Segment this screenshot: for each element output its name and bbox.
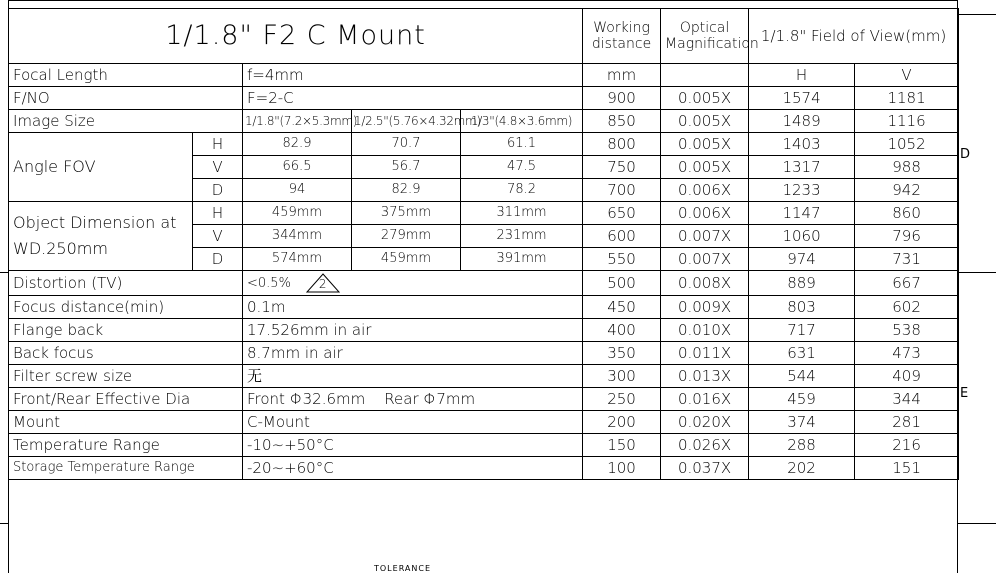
fov-v-cell: 667 <box>855 271 959 296</box>
fov-h-cell: 1147 <box>749 202 855 225</box>
fov-v-cell: 473 <box>855 342 959 365</box>
wd-cell: 750 <box>583 156 661 179</box>
angle-cell: 82.9 <box>243 133 352 156</box>
angle-cell: 70.7 <box>352 133 461 156</box>
object-dim-cell: 459mm <box>243 202 352 225</box>
mag-cell: 0.007X <box>661 248 749 271</box>
wd-cell: 600 <box>583 225 661 248</box>
spec-row-mount <box>9 411 959 434</box>
focus-distance-value: 0.1m <box>243 296 583 319</box>
image-size-3: 1/3"(4.8×3.6mm) <box>461 110 583 133</box>
back-focus-label: Back focus <box>9 342 243 365</box>
spec-row-temperature <box>9 434 959 457</box>
fov-h-cell: 631 <box>749 342 855 365</box>
mag-cell: 0.011X <box>661 342 749 365</box>
mag-cell: 0.020X <box>661 411 749 434</box>
revision-note-number: 2 <box>318 276 327 291</box>
mag-cell: 0.005X <box>661 87 749 110</box>
angle-cell: 47.5 <box>461 156 583 179</box>
optical-magnification-header: Optical Magnification <box>661 9 749 64</box>
mag-cell: 0.010X <box>661 319 749 342</box>
object-dim-cell: 375mm <box>352 202 461 225</box>
fov-v-cell: 860 <box>855 202 959 225</box>
axis-label-d: D <box>193 179 243 202</box>
field-of-view-header: 1/1.8" Field of View(mm) <box>749 9 959 64</box>
axis-label-v: V <box>193 156 243 179</box>
fov-v-cell: 602 <box>855 296 959 319</box>
lens-spec-table <box>8 8 959 480</box>
fov-v-cell: 344 <box>855 388 959 411</box>
fov-v-cell: 409 <box>855 365 959 388</box>
spec-row-focal-length <box>9 64 959 87</box>
fov-h-cell: 717 <box>749 319 855 342</box>
spec-row-effective-dia <box>9 388 959 411</box>
fov-h-cell: 1233 <box>749 179 855 202</box>
wd-cell: 300 <box>583 365 661 388</box>
object-dim-cell: 279mm <box>352 225 461 248</box>
spec-row-angle-h <box>9 133 959 156</box>
axis-label-d: D <box>193 248 243 271</box>
flange-back-value: 17.526mm in air <box>243 319 583 342</box>
effective-dia-value: Front Φ32.6mm Rear Φ7mm <box>243 388 583 411</box>
image-size-label: Image Size <box>9 110 243 133</box>
wd-cell: 700 <box>583 179 661 202</box>
fov-h-cell: 1317 <box>749 156 855 179</box>
fov-v-header: V <box>855 64 959 87</box>
fov-h-cell: 374 <box>749 411 855 434</box>
fov-h-cell: 288 <box>749 434 855 457</box>
focus-distance-label: Focus distance(min) <box>9 296 243 319</box>
mag-cell: 0.005X <box>661 156 749 179</box>
wd-cell: 400 <box>583 319 661 342</box>
fov-v-cell: 1181 <box>855 87 959 110</box>
fov-v-cell: 151 <box>855 457 959 480</box>
mag-cell: 0.009X <box>661 296 749 319</box>
distortion-label: Distortion (TV) <box>9 271 243 296</box>
focal-length-value: f=4mm <box>243 64 583 87</box>
f-no-value: F=2-C <box>243 87 583 110</box>
wd-cell: 350 <box>583 342 661 365</box>
object-dim-cell: 391mm <box>461 248 583 271</box>
mag-cell: 0.005X <box>661 133 749 156</box>
wd-cell: 150 <box>583 434 661 457</box>
zone-tick-right-0 <box>958 14 996 15</box>
distortion-value-cell <box>243 271 583 296</box>
temperature-value: -10~+50°C <box>243 434 583 457</box>
image-size-1: 1/1.8"(7.2×5.3mm) <box>243 110 352 133</box>
zone-tick-right-2 <box>958 523 996 524</box>
fov-v-cell: 216 <box>855 434 959 457</box>
fov-h-cell: 974 <box>749 248 855 271</box>
storage-temperature-value: -20~+60°C <box>243 457 583 480</box>
zone-label-e: E <box>960 386 969 401</box>
tolerance-label: TOLERANCE <box>374 564 432 573</box>
angle-cell: 94 <box>243 179 352 202</box>
distortion-value: <0.5% <box>247 276 291 291</box>
spec-row-distortion <box>9 271 959 296</box>
spec-row-storage-temperature <box>9 457 959 480</box>
wd-cell: 900 <box>583 87 661 110</box>
mag-cell: 0.007X <box>661 225 749 248</box>
wd-cell: 800 <box>583 133 661 156</box>
fov-h-cell: 202 <box>749 457 855 480</box>
effective-dia-label: Front/Rear Effective Dia <box>9 388 243 411</box>
f-no-label: F/NO <box>9 87 243 110</box>
spec-row-f-no <box>9 87 959 110</box>
working-distance-header: Working distance <box>583 9 661 64</box>
wd-cell: 850 <box>583 110 661 133</box>
angle-cell: 82.9 <box>352 179 461 202</box>
wd-cell: 100 <box>583 457 661 480</box>
back-focus-value: 8.7mm in air <box>243 342 583 365</box>
zone-tick-left-2 <box>0 523 8 524</box>
frame-top-line <box>8 0 958 1</box>
fov-h-cell: 1403 <box>749 133 855 156</box>
axis-label-h: H <box>193 133 243 156</box>
wd-cell: 550 <box>583 248 661 271</box>
object-dim-cell: 344mm <box>243 225 352 248</box>
spec-row-flange-back <box>9 319 959 342</box>
wd-unit: mm <box>583 64 661 87</box>
mag-cell: 0.016X <box>661 388 749 411</box>
temperature-label: Temperature Range <box>9 434 243 457</box>
lens-title: 1/1.8" F2 C Mount <box>9 9 583 64</box>
angle-fov-label: Angle FOV <box>9 133 193 202</box>
fov-h-header: H <box>749 64 855 87</box>
fov-h-cell: 889 <box>749 271 855 296</box>
mag-cell: 0.006X <box>661 179 749 202</box>
zone-tick-left-1 <box>0 272 8 273</box>
fov-v-cell: 1116 <box>855 110 959 133</box>
title-block-edge <box>8 564 958 573</box>
fov-v-cell: 538 <box>855 319 959 342</box>
spec-row-image-size <box>9 110 959 133</box>
fov-v-cell: 942 <box>855 179 959 202</box>
filter-screw-value: 无 <box>243 365 583 388</box>
fov-h-cell: 1060 <box>749 225 855 248</box>
header-row <box>9 9 959 64</box>
fov-v-cell: 988 <box>855 156 959 179</box>
mag-cell: 0.005X <box>661 110 749 133</box>
mag-cell: 0.013X <box>661 365 749 388</box>
spec-row-focus-distance <box>9 296 959 319</box>
fov-v-cell: 281 <box>855 411 959 434</box>
fov-v-cell: 796 <box>855 225 959 248</box>
angle-cell: 61.1 <box>461 133 583 156</box>
mag-unit-blank <box>661 64 749 87</box>
spec-row-object-h <box>9 202 959 225</box>
wd-cell: 200 <box>583 411 661 434</box>
fov-h-cell: 1489 <box>749 110 855 133</box>
zone-tick-right-1 <box>958 272 996 273</box>
fov-v-cell: 1052 <box>855 133 959 156</box>
fov-h-cell: 544 <box>749 365 855 388</box>
zone-label-d: D <box>960 147 971 162</box>
angle-cell: 66.5 <box>243 156 352 179</box>
mount-value: C-Mount <box>243 411 583 434</box>
revision-triangle-icon <box>306 273 340 293</box>
spec-row-back-focus <box>9 342 959 365</box>
fov-v-cell: 731 <box>855 248 959 271</box>
spec-row-filter-screw <box>9 365 959 388</box>
mag-cell: 0.006X <box>661 202 749 225</box>
focal-length-label: Focal Length <box>9 64 243 87</box>
wd-cell: 250 <box>583 388 661 411</box>
object-dim-cell: 231mm <box>461 225 583 248</box>
storage-temperature-label: Storage Temperature Range <box>9 457 243 480</box>
object-dim-cell: 311mm <box>461 202 583 225</box>
mag-cell: 0.026X <box>661 434 749 457</box>
object-dim-cell: 574mm <box>243 248 352 271</box>
fov-h-cell: 1574 <box>749 87 855 110</box>
axis-label-v: V <box>193 225 243 248</box>
angle-cell: 56.7 <box>352 156 461 179</box>
axis-label-h: H <box>193 202 243 225</box>
object-dim-cell: 459mm <box>352 248 461 271</box>
wd-cell: 500 <box>583 271 661 296</box>
mag-cell: 0.037X <box>661 457 749 480</box>
image-size-2: 1/2.5"(5.76×4.32mm) <box>352 110 461 133</box>
fov-h-cell: 459 <box>749 388 855 411</box>
object-dimension-label: Object Dimension at WD.250mm <box>9 202 193 271</box>
filter-screw-label: Filter screw size <box>9 365 243 388</box>
wd-cell: 650 <box>583 202 661 225</box>
fov-h-cell: 803 <box>749 296 855 319</box>
angle-cell: 78.2 <box>461 179 583 202</box>
flange-back-label: Flange back <box>9 319 243 342</box>
wd-cell: 450 <box>583 296 661 319</box>
mag-cell: 0.008X <box>661 271 749 296</box>
mount-label: Mount <box>9 411 243 434</box>
